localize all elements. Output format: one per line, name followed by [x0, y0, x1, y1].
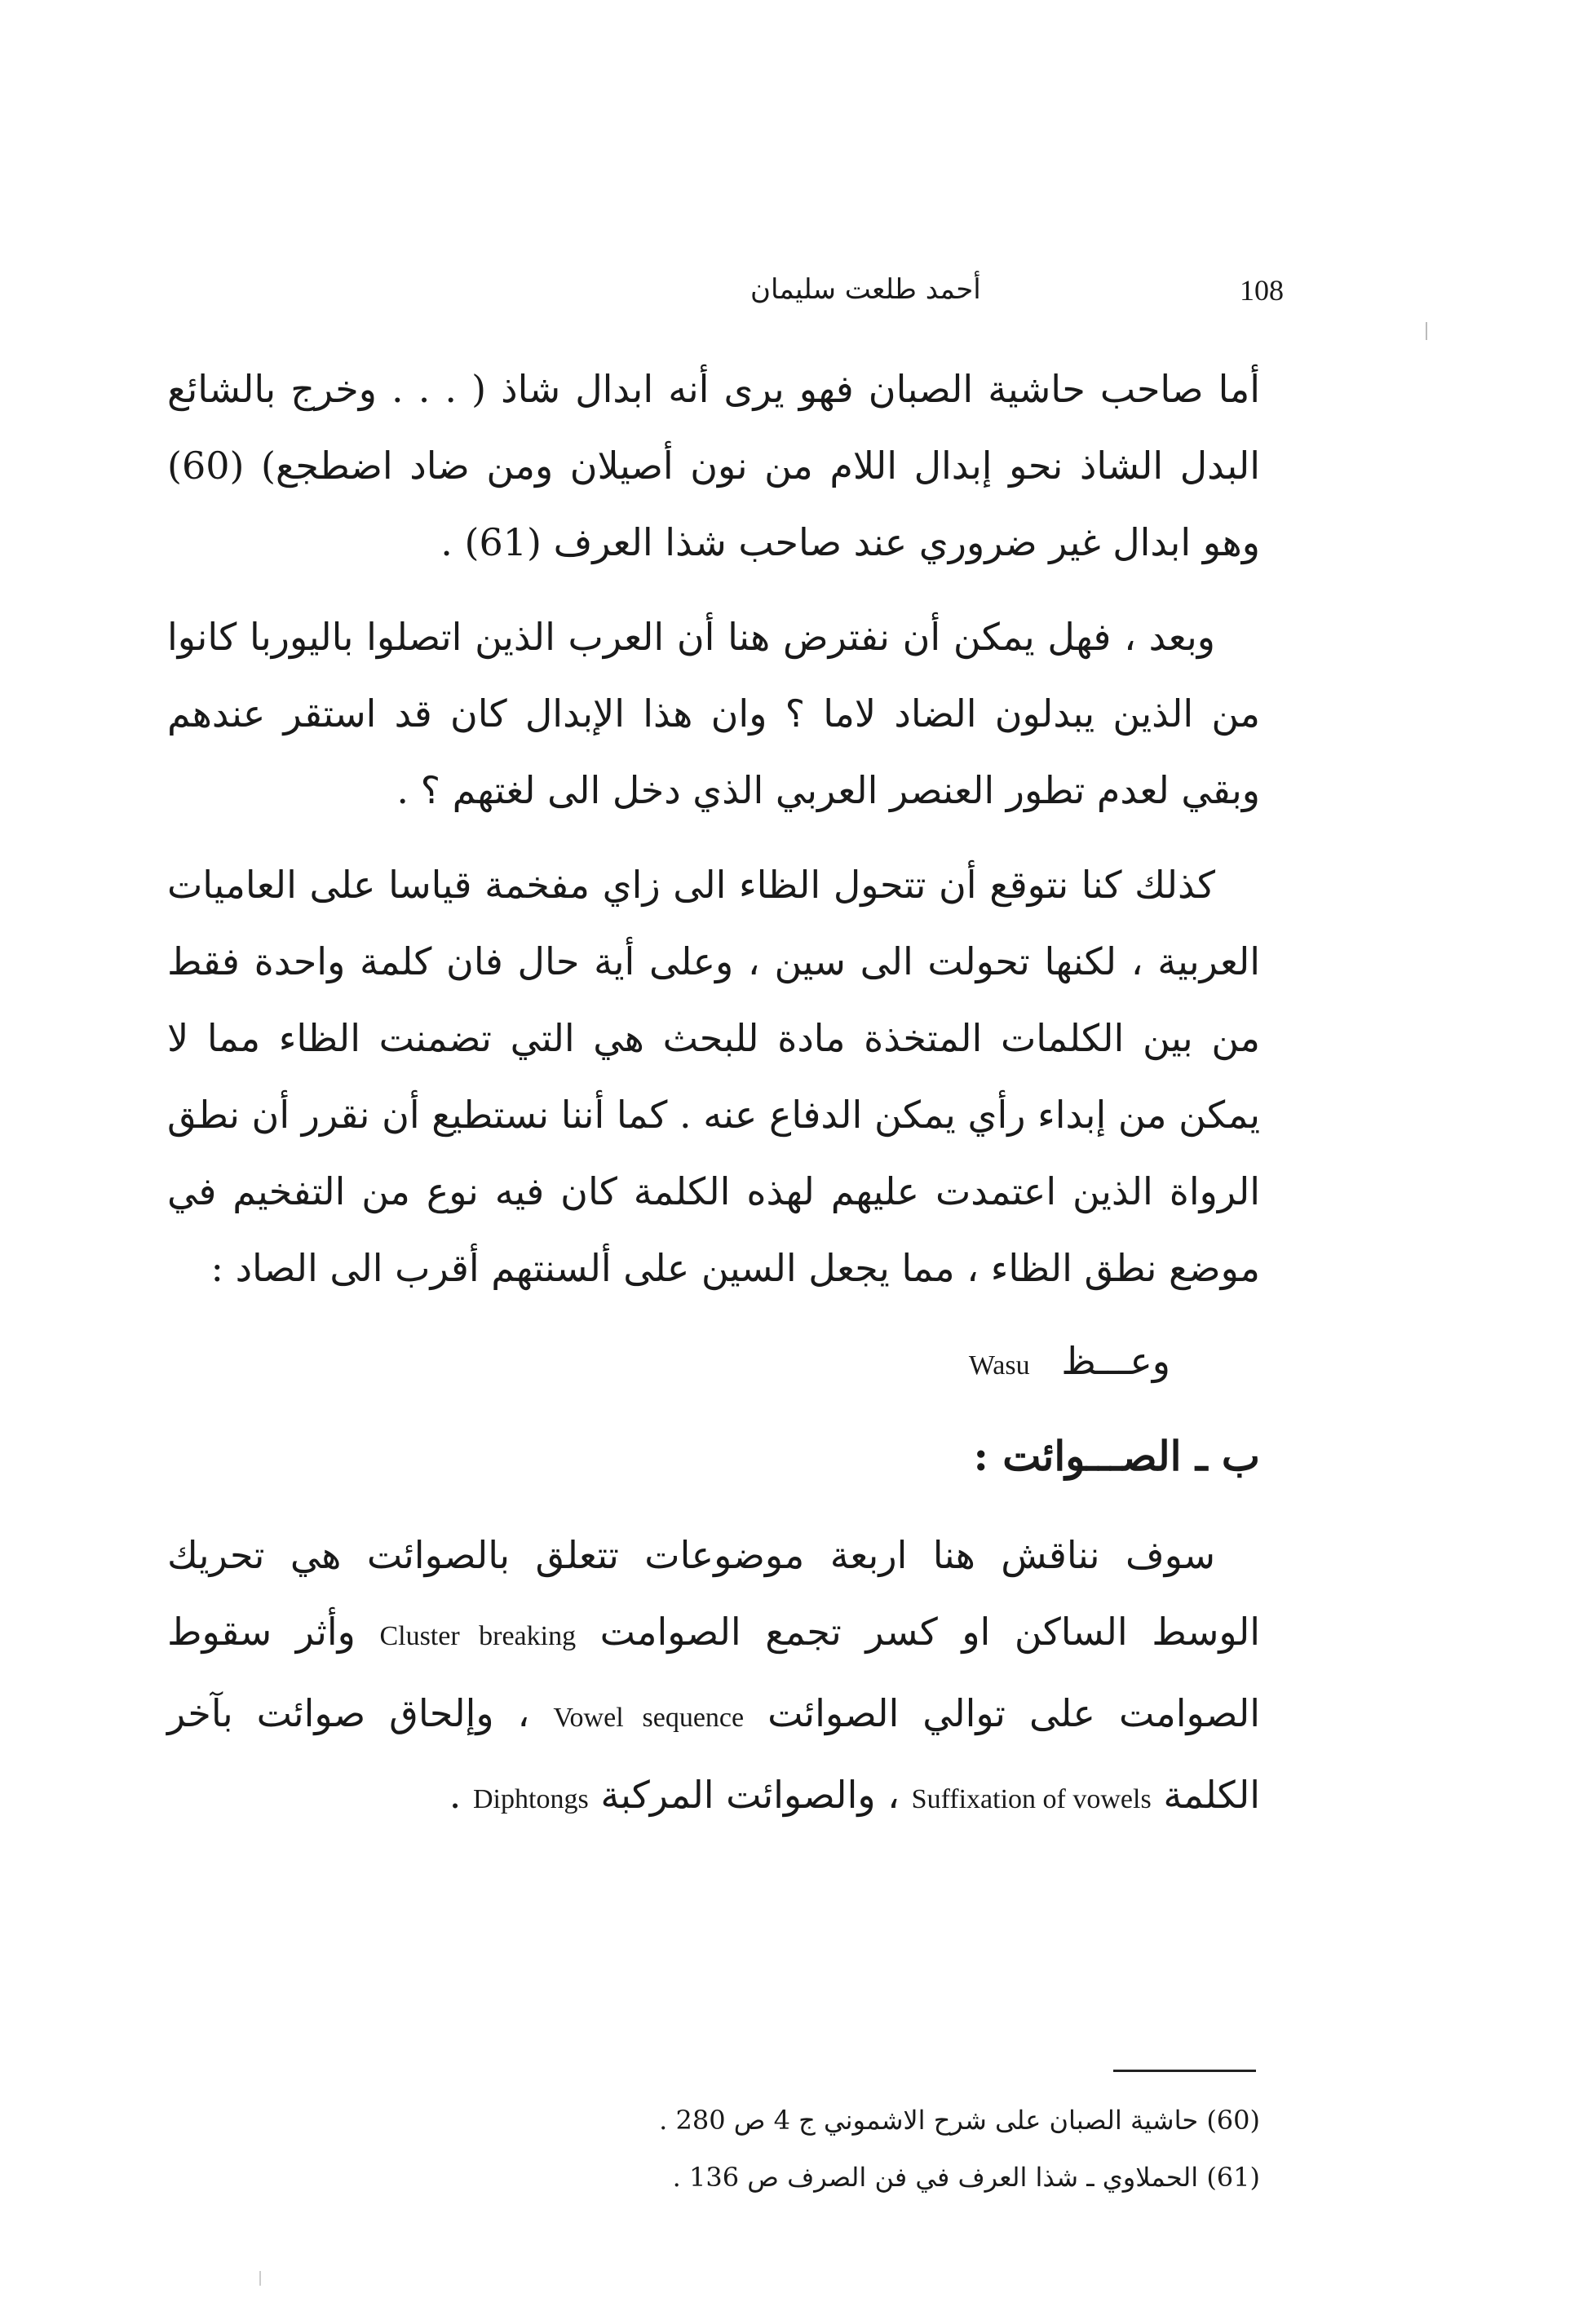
vowels-text-2: وأثر سقوط الصوامت على توالي الصوائت: [167, 1610, 1260, 1735]
footnote-divider: [1113, 2070, 1256, 2072]
paragraph-sabban: أما صاحب حاشية الصبان فهو يرى أنه ابدال شاذ ( . . . وخرج بالشائع البدل الشاذ نحو إبدال اللام من نون أصيلان ومن ضاد اضطجع) (60) وهو ابدال غير ضروري عند صاحب شذا العرف (61) .: [167, 367, 1260, 564]
footnote-60: (60) حاشية الصبان على شرح الاشموني ج 4 ص 280 .: [659, 2105, 1260, 2136]
scan-mark: [1426, 322, 1427, 340]
vowels-text-4: ، والصوائت المركبة: [600, 1773, 900, 1817]
running-head-author: أحمد طلعت سليمان: [750, 273, 981, 306]
term-vowel-sequence: Vowel sequence: [553, 1703, 745, 1733]
paragraph-yoruba-question: وبعد ، فهل يمكن أن نفترض هنا أن العرب الذين اتصلوا باليوربا كانوا من الذين يبدلون الضاد لاما ؟ وان هذا الإبدال كان قد استقر عندهم وبقي لعدم تطور العنصر العربي الذي دخل الى لغتهم ؟ .: [167, 615, 1260, 812]
example-word: [167, 1324, 1260, 1403]
footnote-61: (61) الحملاوي ـ شذا العرف في فن الصرف ص 136 .: [672, 2162, 1260, 2193]
example-latin: Wasu: [968, 1350, 1030, 1381]
vowels-text-5: .: [449, 1773, 462, 1817]
section-heading-vowels: ب ـ الصـــوائت :: [973, 1432, 1260, 1480]
page-number: 108: [1240, 274, 1284, 307]
vowels-text-3: ، وإلحاق صوائت بآخر الكلمة: [167, 1691, 1260, 1817]
main-text: [167, 351, 1260, 1856]
term-cluster-breaking: Cluster breaking: [379, 1621, 577, 1651]
example-arabic: وعـــظ: [1061, 1339, 1170, 1383]
scan-artifact-mark: [259, 2271, 261, 2286]
vowels-text-1: سوف نناقش هنا اربعة موضوعات تتعلق بالصوائت هي تحريك الوسط الساكن او كسر تجمع الصوامت: [167, 1533, 1260, 1654]
page-header: [163, 273, 1284, 322]
term-suffixation-of-vowels: Suffixation of vowels: [911, 1784, 1152, 1814]
footnotes: [167, 2092, 1260, 2206]
term-diphtongs: Diphtongs: [473, 1784, 589, 1814]
paragraph-vowels: [167, 1517, 1260, 1838]
paragraph-zaa-sound: كذلك كنا نتوقع أن تتحول الظاء الى زاي مفخمة قياسا على العاميات العربية ، لكنها تحولت الى سين ، وعلى أية حال فان كلمة واحدة فقط من بين الكلمات المتخذة مادة للبحث هي التي تضمنت الظاء مما لا يمكن من إبداء رأي يمكن الدفاع عنه . كما أننا نستطيع أن نقرر أن نطق الرواة الذين اعتمدت عليهم لهذه الكلمة كان فيه نوع من التفخيم في موضع نطق الظاء ، مما يجعل السين على ألسنتهم أقرب الى الصاد :: [167, 863, 1260, 1290]
